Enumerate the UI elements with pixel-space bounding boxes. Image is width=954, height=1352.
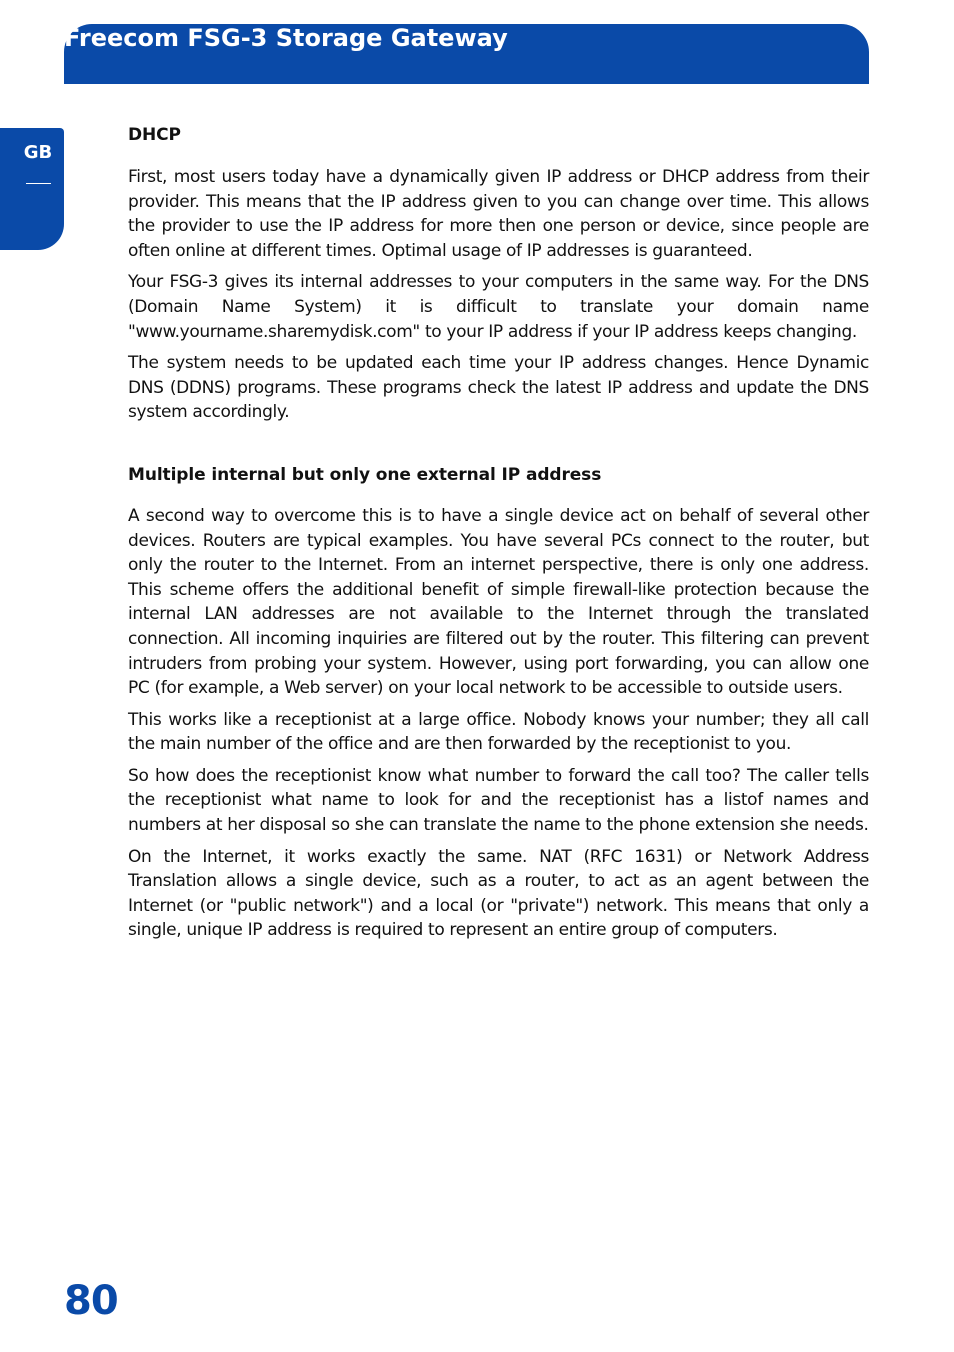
paragraph: First, most users today have a dynamically given IP address or DHCP address from their provider. This means that the IP address given to you can change over time. This allows the provider to use the IP address for more then one person or device, since people are often online at different times. Optimal usage of IP addresses is guaranteed. (128, 167, 869, 261)
language-label: GB (23, 142, 53, 163)
paragraph: Your FSG-3 gives its internal addresses to your computers in the same way. For the DNS (Domain Name System) it is difficult to translate your domain name "www.yourname.sharemydisk.com" to your IP address if your IP address keeps changing. (128, 272, 869, 342)
paragraph: A second way to overcome this is to have a single device act on behalf of several other devices. Routers are typical examples. You have several PCs connect to the router, but only the router to the Internet. From an internet perspective, there is only one address. This scheme offers the additional benefit of simple firewall-like protection because the internal LAN addresses are not available to the Internet through the translated connection. All incoming inquiries are filtered out by the router. This filtering can prevent intruders from probing your system. However, using port forwarding, you can allow one PC (for example, a Web server) on your local network to be accessible to outside users. (128, 505, 869, 699)
language-underline (26, 183, 51, 184)
paragraph: This works like a receptionist at a large office. Nobody knows your number; they all call the main number of the office and are then forwarded by the receptionist to you. (128, 709, 869, 755)
language-tab (0, 128, 64, 250)
paragraph: The system needs to be updated each time your IP address changes. Hence Dynamic DNS (DDNS) programs. These programs check the latest IP address and update the DNS system accordingly. (128, 353, 869, 423)
main-content (128, 123, 869, 943)
paragraph: On the Internet, it works exactly the same. NAT (RFC 1631) or Network Address Translation allows a single device, such as a router, to act as an agent between the Internet (or "public network") and a local (or "private") network. This means that only a single, unique IP address is required to represent an entire group of computers. (128, 846, 869, 941)
page-number: 80 (64, 1278, 118, 1324)
section-heading-nat: Multiple internal but only one external IP address (128, 464, 602, 485)
paragraph: So how does the receptionist know what number to forward the call too? The caller tells the receptionist what name to look for and the receptionist has a listof names and numbers at her disposal so she can translate the name to the phone extension she needs. (128, 765, 869, 836)
header-title: Freecom FSG-3 Storage Gateway (64, 24, 508, 52)
section-heading-dhcp: DHCP (128, 125, 181, 145)
